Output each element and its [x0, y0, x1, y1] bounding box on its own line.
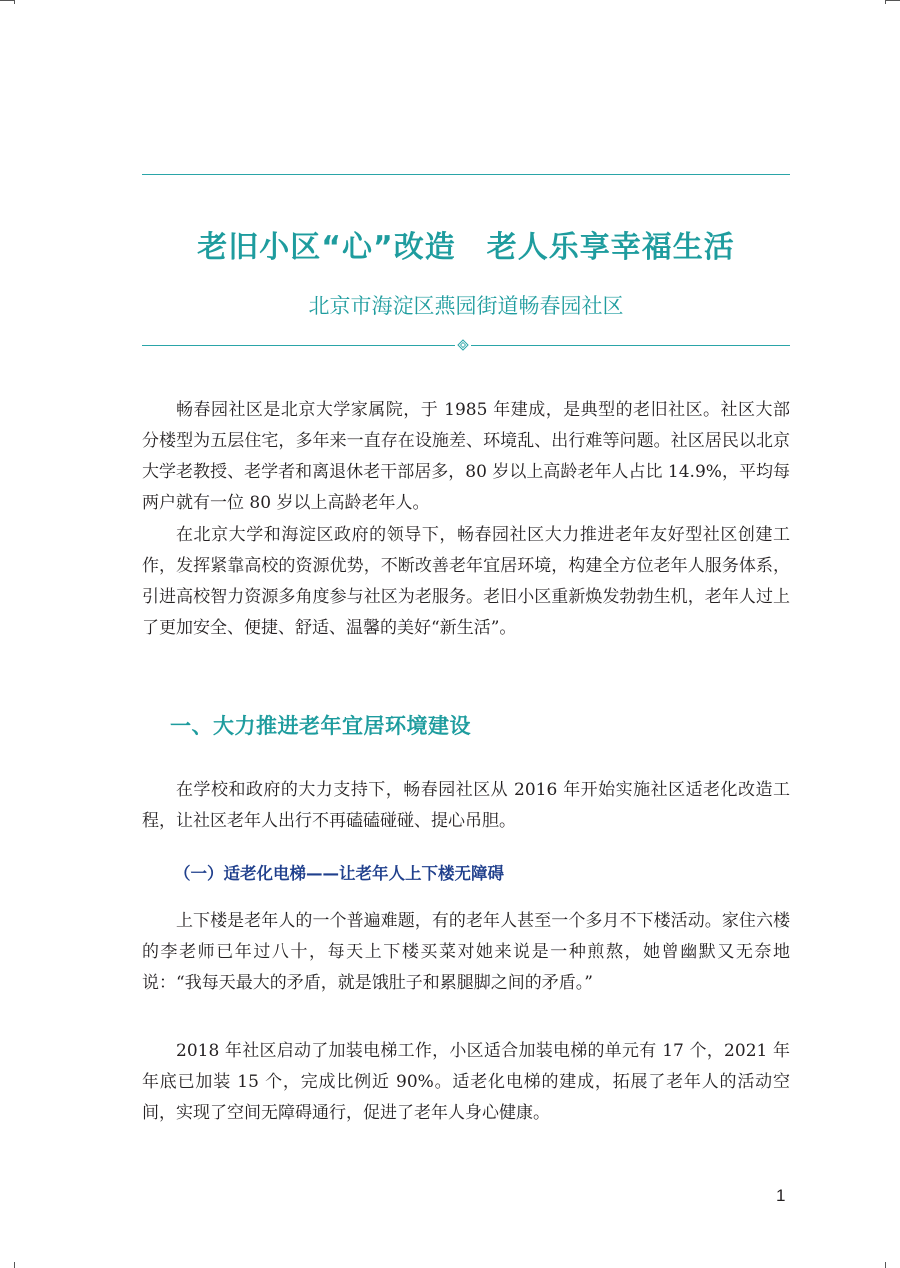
title-top-rule — [142, 174, 790, 175]
page-title: 老旧小区“心”改造 老人乐享幸福生活 — [197, 230, 735, 265]
divider-line-left — [142, 345, 455, 346]
divider-line-right — [471, 345, 790, 346]
crop-mark-top-left — [0, 0, 14, 1]
diamond-ornament-icon — [457, 339, 469, 351]
subsection-heading-1: （一）适老化电梯——让老年人上下楼无障碍 — [174, 864, 504, 883]
subsection1-paragraph-2: 2018 年社区启动了加装电梯工作，小区适合加装电梯的单元有 17 个，2021 年年底已加装 15 个，完成比例近 90%。适老化电梯的建成，拓展了老年人的活动空间，实现了空间无障碍通行，促进了老年人身心健康。 — [142, 1041, 790, 1123]
crop-mark-top-left-v — [14, 0, 15, 4]
section1-intro-paragraph: 在学校和政府的大力支持下，畅春园社区从 2016 年开始实施社区适老化改造工程，让社区老年人出行不再磕磕碰碰、提心吊胆。 — [142, 780, 790, 831]
crop-mark-bottom-left — [14, 1262, 15, 1268]
crop-mark-top-right — [885, 0, 900, 1]
intro-paragraph-2: 在北京大学和海淀区政府的领导下，畅春园社区大力推进老年友好型社区创建工作，发挥紧靠高校的资源优势，不断改善老年宜居环境，构建全方位老年人服务体系，引进高校智力资源多角度参与社区为老服务。老旧小区重新焕发勃勃生机，老年人过上了更加安全、便捷、舒适、温馨的美好“新生活”。 — [142, 525, 790, 638]
subsection1-paragraph-1: 上下楼是老年人的一个普遍难题，有的老年人甚至一个多月不下楼活动。家住六楼的李老师已年过八十，每天上下楼买菜对她来说是一种煎熬，她曾幽默又无奈地说：“我每天最大的矛盾，就是饿肚子和累腿脚之间的矛盾。” — [142, 911, 790, 993]
page-subtitle: 北京市海淀区燕园街道畅春园社区 — [308, 294, 624, 318]
page-number: 1 — [776, 1186, 786, 1205]
intro-paragraph-1: 畅春园社区是北京大学家属院，于 1985 年建成，是典型的老旧社区。社区大部分楼型为五层住宅，多年来一直存在设施差、环境乱、出行难等问题。社区居民以北京大学老教授、老学者和离退休老干部居多，80 岁以上高龄老年人占比 14.9%，平均每两户就有一位 80 岁以上高龄老年人。 — [142, 400, 790, 513]
section-heading-1: 一、大力推进老年宜居环境建设 — [170, 714, 471, 738]
crop-mark-bottom-right — [885, 1262, 886, 1268]
crop-mark-top-right-v — [885, 0, 886, 4]
ornamental-divider — [142, 336, 790, 356]
